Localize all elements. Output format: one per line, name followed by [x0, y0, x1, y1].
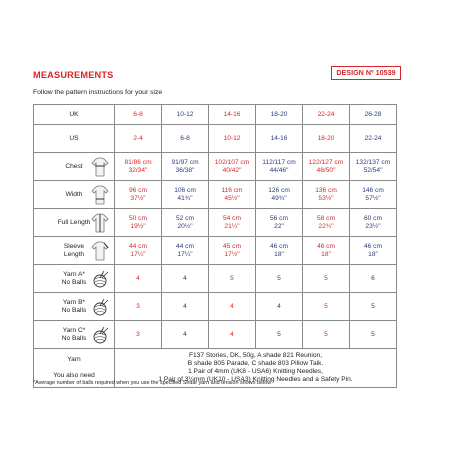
table-cell: 4	[115, 265, 162, 293]
table-cell: 5	[303, 321, 350, 349]
table-cell: 132/137 cm 52/54"	[350, 153, 397, 181]
row-label-us: US	[34, 125, 115, 153]
table-cell: 5	[209, 265, 256, 293]
table-cell: 112/117 cm 44/46"	[256, 153, 303, 181]
table-cell: 22-24	[350, 125, 397, 153]
row-label-chest: Chest	[34, 153, 115, 181]
row-width	[34, 181, 397, 209]
table-cell: 5	[350, 321, 397, 349]
row-label-yarn-b: Yarn B* No Balls	[34, 293, 115, 321]
footnote: *Average number of balls required when you use the specified Sirdar yarn and tension shown below	[33, 380, 272, 386]
table-cell: 52 cm 20½"	[162, 209, 209, 237]
table-cell: 46 cm 18"	[256, 237, 303, 265]
sweater-chest-icon	[89, 156, 111, 178]
table-cell: 6-8	[115, 105, 162, 125]
yarn-ball-icon	[91, 325, 111, 345]
table-cell: 18-20	[303, 125, 350, 153]
row-full-length	[34, 209, 397, 237]
table-cell: 122/127 cm 48/50"	[303, 153, 350, 181]
table-cell: 5	[256, 265, 303, 293]
table-cell: 5	[256, 321, 303, 349]
table-cell: 146 cm 57½"	[350, 181, 397, 209]
table-cell: 4	[162, 265, 209, 293]
measurements-heading: MEASUREMENTS	[33, 70, 114, 80]
design-number-badge: DESIGN Nº 10539	[331, 66, 401, 80]
yarn-ball-icon	[91, 269, 111, 289]
row-chest	[34, 153, 397, 181]
table-cell: 60 cm 23½"	[350, 209, 397, 237]
yarn-ball-icon	[91, 297, 111, 317]
table-cell: 5	[350, 293, 397, 321]
table-cell: 26-28	[350, 105, 397, 125]
table-cell: 14-16	[209, 105, 256, 125]
row-us	[34, 125, 397, 153]
table-cell: 22-24	[303, 105, 350, 125]
table-cell: 56 cm 22"	[256, 209, 303, 237]
table-cell: 5	[303, 293, 350, 321]
row-label-yarn-a: Yarn A* No Balls	[34, 265, 115, 293]
table-cell: 136 cm 53½"	[303, 181, 350, 209]
table-cell: 4	[256, 293, 303, 321]
table-cell: 50 cm 19½"	[115, 209, 162, 237]
table-cell: 126 cm 49¾"	[256, 181, 303, 209]
row-sleeve-length	[34, 237, 397, 265]
table-cell: 46 cm 18"	[350, 237, 397, 265]
table-cell: 5	[303, 265, 350, 293]
table-cell: 54 cm 21¼"	[209, 209, 256, 237]
table-cell: 10-12	[209, 125, 256, 153]
row-label-sleeve-length: Sleeve Length	[34, 237, 115, 265]
table-cell: 2-4	[115, 125, 162, 153]
table-cell: 106 cm 41¾"	[162, 181, 209, 209]
table-cell: 58 cm 22¾"	[303, 209, 350, 237]
table-cell: 81/86 cm 32/34"	[115, 153, 162, 181]
row-label-width: Width	[34, 181, 115, 209]
table-cell: 4	[162, 293, 209, 321]
yarn-info-text: F137 Stories, DK, 50g, A shade 821 Reunion, B shade 805 Parade, C shade 803 Pillow Talk. 1 Pair of 4mm (UK8 - USA6) Knitting Needles, 1 Pair of 3¼mm (UK10 - USA3) Knitting Needles and a Safety Pin.	[115, 349, 397, 388]
table-cell: 4	[162, 321, 209, 349]
subtitle: Follow the pattern instructions for your size	[33, 89, 163, 96]
table-cell: 116 cm 45½"	[209, 181, 256, 209]
table-cell: 6-8	[162, 125, 209, 153]
table-cell: 3	[115, 293, 162, 321]
table-cell: 45 cm 17½"	[209, 237, 256, 265]
table-cell: 96 cm 37½"	[115, 181, 162, 209]
table-cell: 46 cm 18"	[303, 237, 350, 265]
row-uk	[34, 105, 397, 125]
table-cell: 44 cm 17¼"	[162, 237, 209, 265]
sweater-sleeve-icon	[89, 240, 111, 262]
yarn-info-labels: Yarn You also need	[34, 349, 115, 388]
table-cell: 102/107 cm 40/42"	[209, 153, 256, 181]
row-label-full-length: Full Length	[34, 209, 115, 237]
table-cell: 44 cm 17¼"	[115, 237, 162, 265]
row-yarn-a	[34, 265, 397, 293]
row-yarn-c	[34, 321, 397, 349]
row-label-uk: UK	[34, 105, 115, 125]
measurements-table	[33, 104, 397, 388]
table-cell: 18-20	[256, 105, 303, 125]
table-cell: 4	[209, 321, 256, 349]
sweater-width-icon	[89, 184, 111, 206]
sweater-length-icon	[89, 212, 111, 234]
row-label-yarn-c: Yarn C* No Balls	[34, 321, 115, 349]
table-cell: 3	[115, 321, 162, 349]
row-yarn-b	[34, 293, 397, 321]
table-cell: 6	[350, 265, 397, 293]
table-cell: 4	[209, 293, 256, 321]
table-cell: 14-16	[256, 125, 303, 153]
table-cell: 10-12	[162, 105, 209, 125]
table-cell: 91/97 cm 36/38"	[162, 153, 209, 181]
